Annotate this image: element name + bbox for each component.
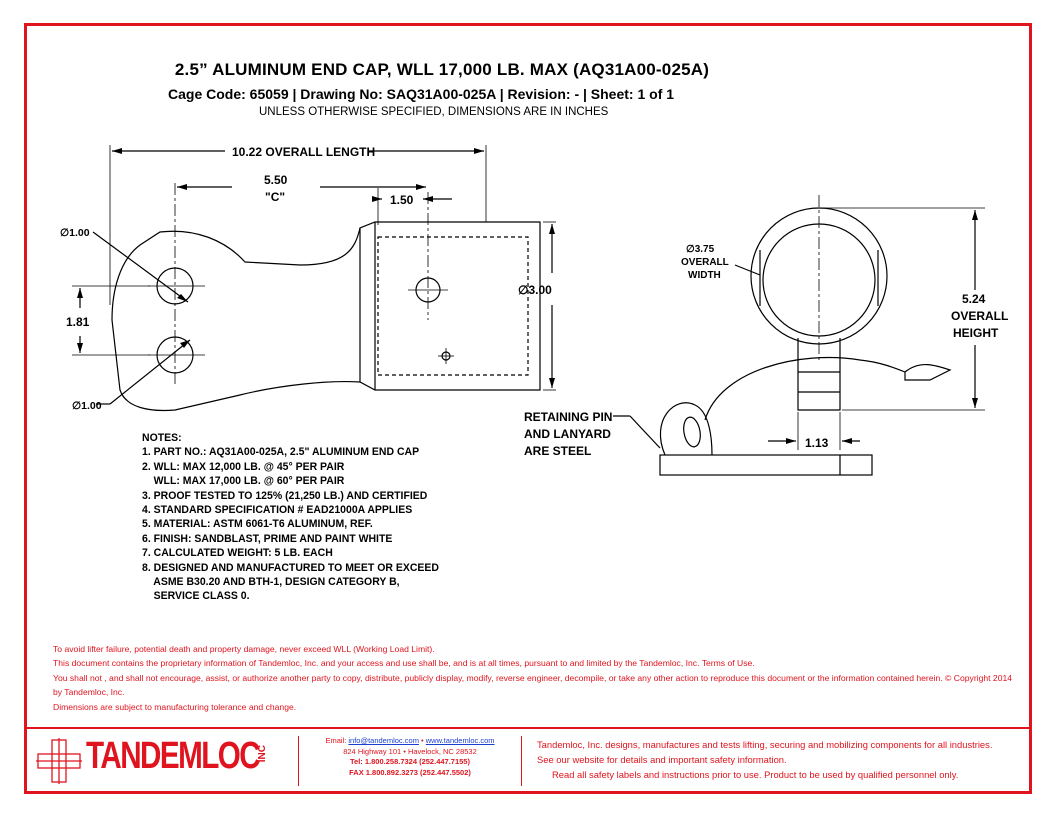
dim-slot: 1.50	[390, 193, 414, 207]
separator: •	[421, 736, 424, 745]
contact-email-row	[299, 736, 521, 747]
drawing-title: 2.5” ALUMINUM END CAP, WLL 17,000 LB. MAX (AQ31A00-025A)	[174, 60, 710, 79]
company-blurb	[537, 737, 1007, 782]
dim-width-line2: WIDTH	[688, 270, 721, 281]
email-label: Email:	[325, 736, 347, 745]
safety-notice: Read all safety labels and instructions prior to use. Product to be used by qualified personnel only.	[552, 769, 959, 780]
contact-address: 824 Highway 101 • Havelock, NC 28532	[343, 746, 477, 756]
contact-block	[298, 736, 522, 786]
note-item: 2. WLL: MAX 12,000 LB. @ 45° PER PAIR	[142, 460, 345, 473]
units-note: UNLESS OTHERWISE SPECIFIED, DIMENSIONS ARE IN INCHES	[259, 106, 609, 118]
end-cap-side-outline	[112, 222, 540, 410]
note-item: 6. FINISH: SANDBLAST, PRIME AND PAINT WHITE	[142, 532, 393, 545]
contact-tel: Tel: 1.800.258.7324 (252.447.7155)	[350, 757, 470, 767]
note-item: SERVICE CLASS 0.	[142, 590, 250, 603]
dim-width-line1: OVERALL	[681, 257, 729, 268]
logo-wordmark: TANDEMLOC	[86, 735, 260, 777]
pin-note-line2: AND LANYARD	[524, 427, 611, 441]
notes-heading: NOTES:	[142, 432, 182, 444]
legal-line: To avoid lifter failure, potential death and property damage, never exceed WLL (Working Load Limit).	[53, 644, 435, 654]
dim-width: ∅3.75	[686, 244, 715, 255]
dim-hole-top: ∅1.00	[60, 227, 90, 239]
note-item: 3. PROOF TESTED TO 125% (21,250 LB.) AND CERTIFIED	[142, 489, 428, 502]
dim-spacing: 1.81	[66, 315, 90, 329]
website-link[interactable]: www.tandemloc.com	[425, 736, 495, 745]
email-link[interactable]: info@tandemloc.com	[348, 736, 419, 745]
legal-line: This document contains the proprietary information of Tandemloc, Inc. and your access and use shall be, and is at all times, pursuant to and limited by the Tandemloc, Inc. Terms of Use.	[53, 658, 755, 669]
note-item: 1. PART NO.: AQ31A00-025A, 2.5" ALUMINUM END CAP	[142, 446, 420, 459]
dim-overall-length: 10.22 OVERALL LENGTH	[232, 145, 376, 159]
pin-note-line3: ARE STEEL	[524, 444, 592, 458]
dim-height: 5.24	[962, 292, 986, 306]
note-item: 5. MATERIAL: ASTM 6061-T6 ALUMINUM, REF.	[142, 518, 373, 531]
note-item: ASME B30.20 AND BTH-1, DESIGN CATEGORY B,	[142, 576, 400, 589]
dim-c-label: "C"	[265, 190, 286, 204]
notes-block	[142, 431, 439, 604]
dim-c-distance: 5.50	[264, 173, 288, 187]
dim-height-line2: HEIGHT	[953, 326, 999, 340]
logo-inc: INC	[257, 745, 268, 763]
pin-note-line1: RETAINING PIN	[524, 410, 613, 424]
dim-hole-bottom: ∅1.00	[72, 400, 102, 412]
legal-line: You shall not , and shall not encourage, assist, or authorize another party to copy, distribute, publicly display, modify, reverse engineer, decompile, or take any other action to reproduce this document or the information contained herein. © Copyright 2014 by Tandemloc, Inc.	[53, 672, 1013, 698]
note-item: 7. CALCULATED WEIGHT: 5 LB. EACH	[142, 547, 333, 560]
dim-height-line1: OVERALL	[951, 309, 1009, 323]
legal-disclaimer	[53, 642, 1013, 714]
footer-divider	[27, 727, 1029, 729]
dim-stem: 1.13	[805, 436, 829, 450]
legal-line: Dimensions are subject to manufacturing tolerance and change.	[53, 701, 297, 712]
drawing-subtitle: Cage Code: 65059 | Drawing No: SAQ31A00-025A | Revision: - | Sheet: 1 of 1	[168, 86, 675, 102]
note-item: 4. STANDARD SPECIFICATION # EAD21000A APPLIES	[142, 504, 413, 517]
note-item: 8. DESIGNED AND MANUFACTURED TO MEET OR EXCEED	[142, 561, 439, 574]
note-item: WLL: MAX 17,000 LB. @ 60° PER PAIR	[142, 475, 345, 488]
dim-diameter: ∅3.00	[518, 283, 552, 297]
contact-fax: FAX 1.800.892.3273 (252.447.5502)	[349, 767, 471, 777]
company-description: Tandemloc, Inc. designs, manufactures and tests lifting, securing and mobilizing components for all industries. See our website for details and important safety information.	[537, 739, 993, 765]
